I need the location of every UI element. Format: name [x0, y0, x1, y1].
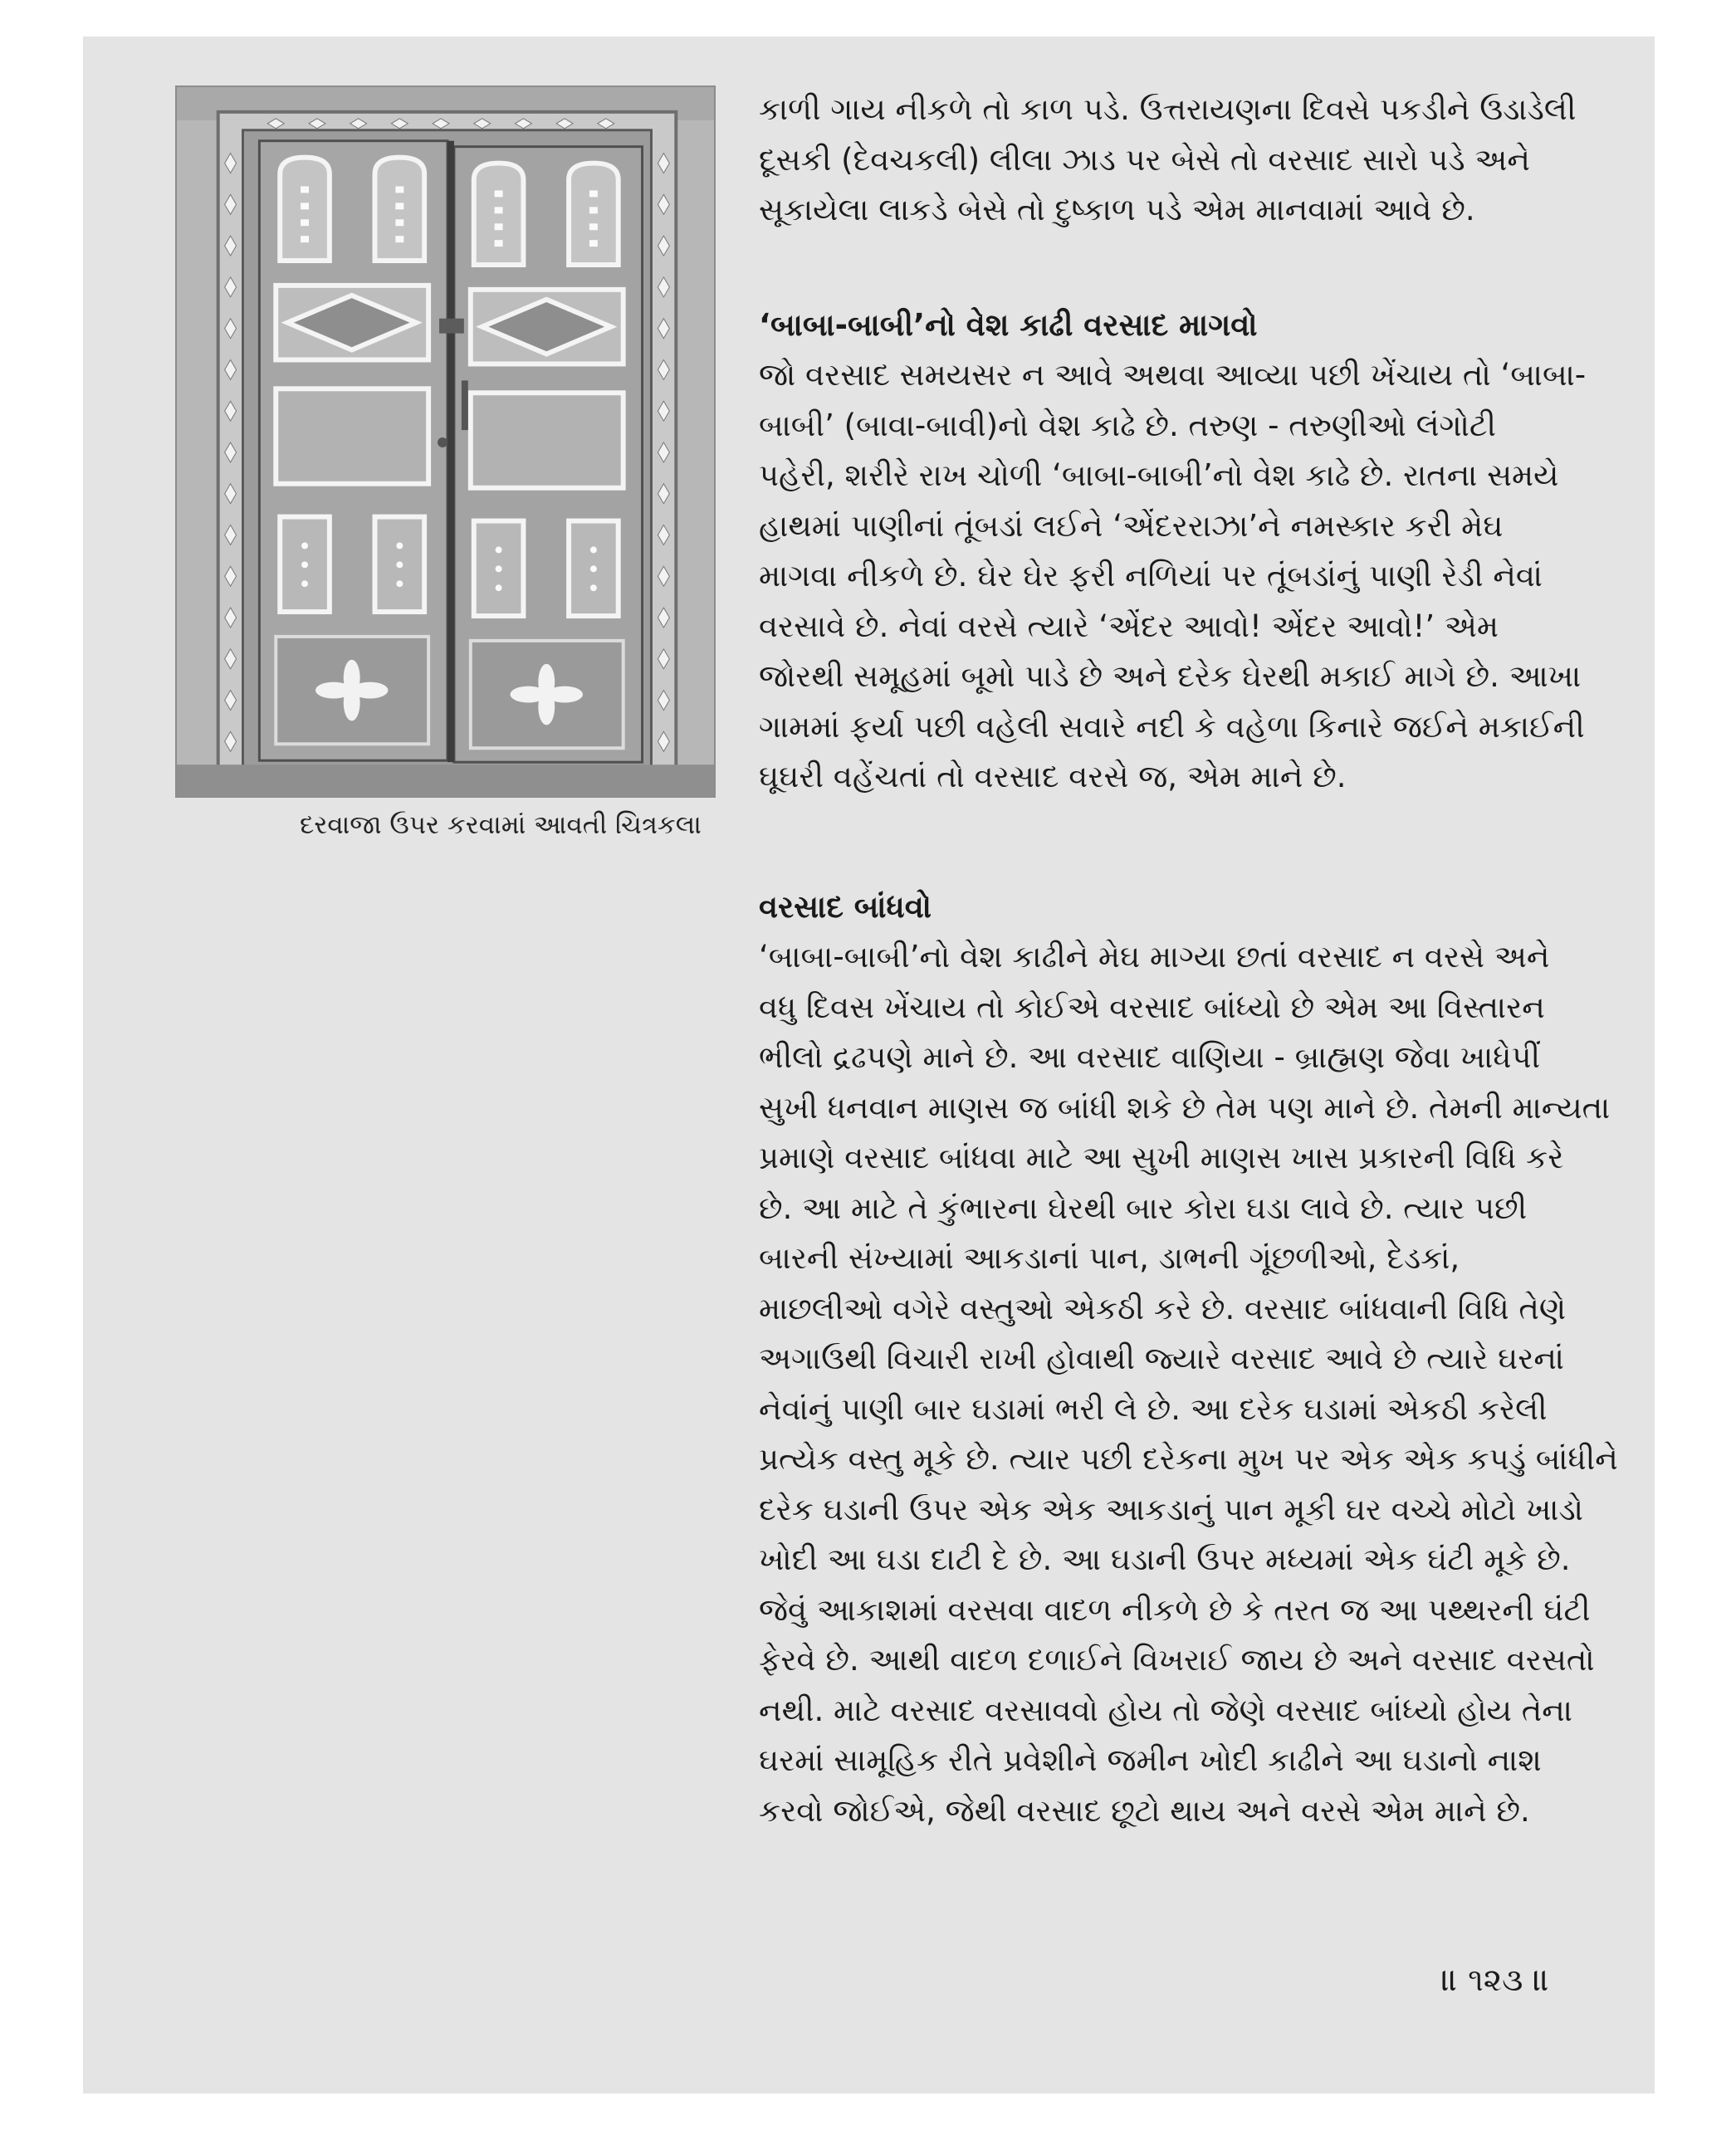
text-line: કરવો જોઈએ, જેથી વરસાદ છૂટો થાય અને વરસે એમ માને છે. — [759, 1792, 1530, 1829]
section-heading: ‘બાબા-બાબી’નો વેશ કાઢી વરસાદ માગવો — [759, 307, 1258, 343]
figure-caption: દરવાજા ઉપર કરવામાં આવતી ચિત્રકલા — [300, 810, 702, 840]
text-line: વધુ દિવસ ખેંચાય તો કોઈએ વરસાદ બાંધ્યો છે એમ આ વિસ્તારન — [759, 989, 1545, 1025]
text-line: પ્રમાણે વરસાદ બાંધવા માટે આ સુખી માણસ ખાસ પ્રકારની વિધિ કરે — [759, 1140, 1564, 1175]
text-line: જેવું આકાશમાં વરસવા વાદળ નીકળે છે કે તરત જ આ પથ્થરની ઘંટી — [759, 1591, 1591, 1628]
text-line: ‘બાબા-બાબી’નો વેશ કાઢીને મેઘ માગ્યા છતાં વરસાદ ન વરસે અને — [759, 939, 1550, 975]
section-baba-babi — [759, 300, 1655, 803]
text-line: નથી. માટે વરસાદ વરસાવવો હોય તો જેણે વરસાદ બાંધ્યો હોય તેના — [759, 1692, 1572, 1728]
text-line: બાબી’ (બાવા-બાવી)નો વેશ કાઢે છે. તરુણ - તરુણીઓ લંગોટી — [759, 407, 1496, 443]
text-line: ઘરમાં સામૂહિક રીતે પ્રવેશીને જમીન ખોદી કાઢીને આ ઘડાનો નાશ — [759, 1742, 1542, 1778]
painted-door-image — [177, 87, 714, 796]
text-line: અગાઉથી વિચારી રાખી હોવાથી જ્યારે વરસાદ આવે છે ત્યારે ઘરનાં — [759, 1341, 1564, 1376]
section-heading: વરસાદ બાંધવો — [759, 889, 932, 925]
text-line: નેવાંનું પાણી બાર ઘડામાં ભરી લે છે. આ દરેક ઘડામાં એકઠી કરેલી — [759, 1390, 1548, 1427]
text-line: ઘૂઘરી વહેંચતાં તો વરસાદ વરસે જ, એમ માને છે. — [759, 759, 1347, 794]
text-line: ફેરવે છે. આથી વાદળ દળાઈને વિખરાઈ જાય છે અને વરસાદ વરસતો — [759, 1642, 1595, 1678]
text-line: માગવા નીકળે છે. ઘેર ઘેર ફરી નળિયાં પર તૂંબડાંનું પાણી રેડી નેવાં — [759, 558, 1543, 594]
intro-paragraph — [759, 85, 1655, 236]
text-line: ગામમાં ફર્યા પછી વહેલી સવારે નદી કે વહેળા કિનારે જઈને મકાઈની — [759, 708, 1585, 745]
text-line: કાળી ગાય નીકળે તો કાળ પડે. ઉત્તરાયણના દિવસે પકડીને ઉડાડેલી — [759, 91, 1577, 127]
text-line: દરેક ઘડાની ઉપર એક એક આકડાનું પાન મૂકી ઘર વચ્ચે મોટો ખાડો — [759, 1491, 1583, 1527]
text-line: બારની સંખ્યામાં આકડાનાં પાન, ડાભની ગૂંછળીઓ, દેડકાં, — [759, 1240, 1460, 1276]
text-line: સુખી ધનવાન માણસ જ બાંધી શકે છે તેમ પણ માને છે. તેમની માન્યતા — [759, 1089, 1611, 1126]
door-painting-photo — [175, 85, 716, 798]
text-line: છે. આ માટે તે કુંભારના ઘેરથી બાર કોરા ઘડા લાવે છે. ત્યાર પછી — [759, 1190, 1528, 1226]
book-page — [83, 37, 1655, 2093]
text-line: જો વરસાદ સમયસર ન આવે અથવા આવ્યા પછી ખેંચાય તો ‘બાબા- — [759, 357, 1587, 393]
text-line: સૂકાયેલા લાકડે બેસે તો દુષ્કાળ પડે એમ માનવામાં આવે છે. — [759, 192, 1475, 227]
page-number: ॥ ૧૨૩ ॥ — [1441, 1961, 1550, 1998]
text-line: પહેરી, શરીરે રાખ ચોળી ‘બાબા-બાબી’નો વેશ કાઢે છે. રાતના સમયે — [759, 457, 1559, 493]
text-line: ખોદી આ ઘડા દાટી દે છે. આ ઘડાની ઉપર મધ્યમાં એક ઘંટી મૂકે છે. — [759, 1541, 1571, 1577]
text-line: દૂસકી (દેવચકલી) લીલા ઝાડ પર બેસે તો વરસાદ સારો પડે અને — [759, 141, 1530, 178]
text-line: ભીલો દ્રઢપણે માને છે. આ વરસાદ વાણિયા - બ્રાહ્મણ જેવા ખાધેપીં — [759, 1039, 1541, 1075]
text-line: જોરથી સમૂહમાં બૂમો પાડે છે અને દરેક ઘેરથી મકાઈ માગે છે. આખા — [759, 658, 1582, 694]
text-line: પ્રત્યેક વસ્તુ મૂકે છે. ત્યાર પછી દરેકના મુખ પર એક એક કપડું બાંધીને — [759, 1441, 1618, 1477]
text-line: વરસાવે છે. નેવાં વરસે ત્યારે ‘એંદર આવો! એંદર આવો!’ એમ — [759, 608, 1499, 644]
section-varsad-bandhvo — [759, 882, 1655, 1836]
text-line: હાથમાં પાણીનાં તૂંબડાં લઈને ‘એંદરરાઝા’ને નમસ્કાર કરી મેઘ — [759, 507, 1504, 544]
text-line: માછલીઓ વગેરે વસ્તુઓ એકઠી કરે છે. વરસાદ બાંધવાની વિધિ તેણે — [759, 1290, 1567, 1326]
